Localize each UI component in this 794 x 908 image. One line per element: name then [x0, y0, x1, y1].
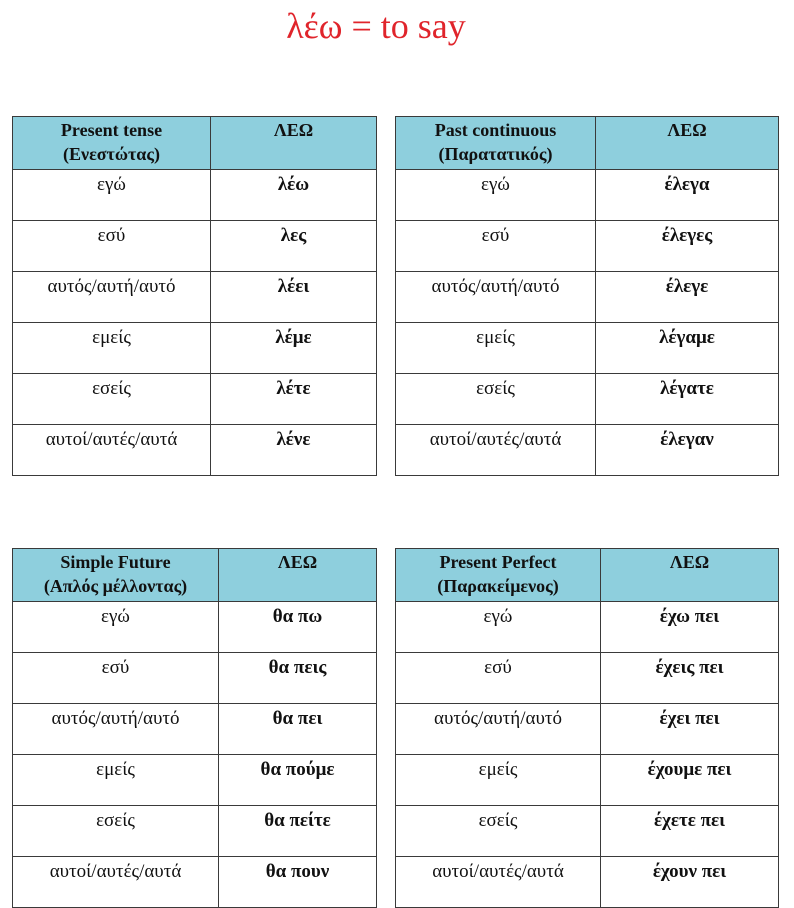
verb-form-cell: λέμε: [211, 323, 377, 374]
verb-form-cell: έχει πει: [601, 704, 779, 755]
pronoun-cell: αυτός/αυτή/αυτό: [396, 704, 601, 755]
table-row: [396, 272, 779, 323]
pronoun-cell: εσύ: [13, 221, 211, 272]
table-row: [13, 755, 377, 806]
table-row: [13, 653, 377, 704]
pronoun-cell: εγώ: [396, 170, 596, 221]
table-row: [13, 170, 377, 221]
verb-header: ΛΕΩ: [596, 117, 779, 170]
table-row: [396, 755, 779, 806]
table-row: [13, 374, 377, 425]
verb-header: ΛΕΩ: [601, 549, 779, 602]
verb-form-cell: λες: [211, 221, 377, 272]
tense-greek-name: (Ενεστώτας): [63, 144, 160, 164]
past-continuous-table: [395, 116, 779, 476]
tense-greek-name: (Παρατατικός): [438, 144, 553, 164]
page-title: λέω = to say: [286, 6, 466, 46]
table-row: [13, 857, 377, 908]
verb-form-cell: θα πεις: [219, 653, 377, 704]
table-row: [396, 704, 779, 755]
verb-form-cell: λέγαμε: [596, 323, 779, 374]
table-row: [396, 653, 779, 704]
pronoun-cell: εμείς: [13, 323, 211, 374]
table-row: [13, 704, 377, 755]
verb-form-cell: έλεγες: [596, 221, 779, 272]
pronoun-cell: αυτός/αυτή/αυτό: [13, 704, 219, 755]
table-row: [13, 425, 377, 476]
verb-form-cell: έχεις πει: [601, 653, 779, 704]
verb-form-cell: έχουν πει: [601, 857, 779, 908]
pronoun-cell: αυτός/αυτή/αυτό: [13, 272, 211, 323]
verb-form-cell: θα πουν: [219, 857, 377, 908]
pronoun-cell: εμείς: [396, 323, 596, 374]
pronoun-cell: εγώ: [13, 602, 219, 653]
tense-greek-name: (Απλός μέλλοντας): [43, 576, 188, 596]
verb-form-cell: έχουμε πει: [601, 755, 779, 806]
pronoun-cell: εμείς: [13, 755, 219, 806]
table-header-row: [396, 117, 779, 170]
simple-future-table: [12, 548, 377, 908]
pronoun-cell: εγώ: [13, 170, 211, 221]
table-row: [13, 272, 377, 323]
pronoun-cell: εσύ: [396, 653, 601, 704]
verb-form-cell: έλεγαν: [596, 425, 779, 476]
pronoun-cell: αυτοί/αυτές/αυτά: [13, 425, 211, 476]
tense-header: [396, 549, 601, 602]
tense-header: [13, 117, 211, 170]
table-row: [396, 323, 779, 374]
verb-header: ΛΕΩ: [211, 117, 377, 170]
table-header-row: [396, 549, 779, 602]
table-row: [396, 602, 779, 653]
verb-form-cell: λέτε: [211, 374, 377, 425]
verb-form-cell: έλεγα: [596, 170, 779, 221]
tense-header: [396, 117, 596, 170]
pronoun-cell: αυτοί/αυτές/αυτά: [396, 857, 601, 908]
pronoun-cell: εσείς: [396, 806, 601, 857]
pronoun-cell: εγώ: [396, 602, 601, 653]
verb-form-cell: θα πούμε: [219, 755, 377, 806]
pronoun-cell: εμείς: [396, 755, 601, 806]
verb-form-cell: θα πω: [219, 602, 377, 653]
verb-form-cell: λέει: [211, 272, 377, 323]
table-row: [396, 425, 779, 476]
pronoun-cell: εσείς: [396, 374, 596, 425]
table-row: [13, 221, 377, 272]
pronoun-cell: αυτός/αυτή/αυτό: [396, 272, 596, 323]
table-row: [396, 806, 779, 857]
tense-header: [13, 549, 219, 602]
pronoun-cell: εσείς: [13, 374, 211, 425]
table-row: [13, 806, 377, 857]
verb-form-cell: θα πει: [219, 704, 377, 755]
verb-form-cell: λένε: [211, 425, 377, 476]
table-row: [13, 602, 377, 653]
pronoun-cell: αυτοί/αυτές/αυτά: [396, 425, 596, 476]
verb-form-cell: έχετε πει: [601, 806, 779, 857]
tense-name: Past continuous: [434, 120, 557, 140]
verb-form-cell: έλεγε: [596, 272, 779, 323]
tense-greek-name: (Παρακείμενος): [437, 576, 559, 596]
verb-header: ΛΕΩ: [219, 549, 377, 602]
table-row: [396, 170, 779, 221]
present-perfect-table: [395, 548, 779, 908]
verb-form-cell: λέγατε: [596, 374, 779, 425]
tense-name: Present Perfect: [439, 552, 557, 572]
table-row: [396, 374, 779, 425]
present-tense-table: [12, 116, 377, 476]
table-row: [396, 221, 779, 272]
pronoun-cell: εσείς: [13, 806, 219, 857]
verb-form-cell: θα πείτε: [219, 806, 377, 857]
tense-name: Present tense: [60, 120, 163, 140]
table-row: [396, 857, 779, 908]
table-row: [13, 323, 377, 374]
table-header-row: [13, 549, 377, 602]
verb-form-cell: λέω: [211, 170, 377, 221]
pronoun-cell: εσύ: [396, 221, 596, 272]
tense-name: Simple Future: [60, 552, 171, 572]
verb-form-cell: έχω πει: [601, 602, 779, 653]
pronoun-cell: αυτοί/αυτές/αυτά: [13, 857, 219, 908]
pronoun-cell: εσύ: [13, 653, 219, 704]
table-header-row: [13, 117, 377, 170]
